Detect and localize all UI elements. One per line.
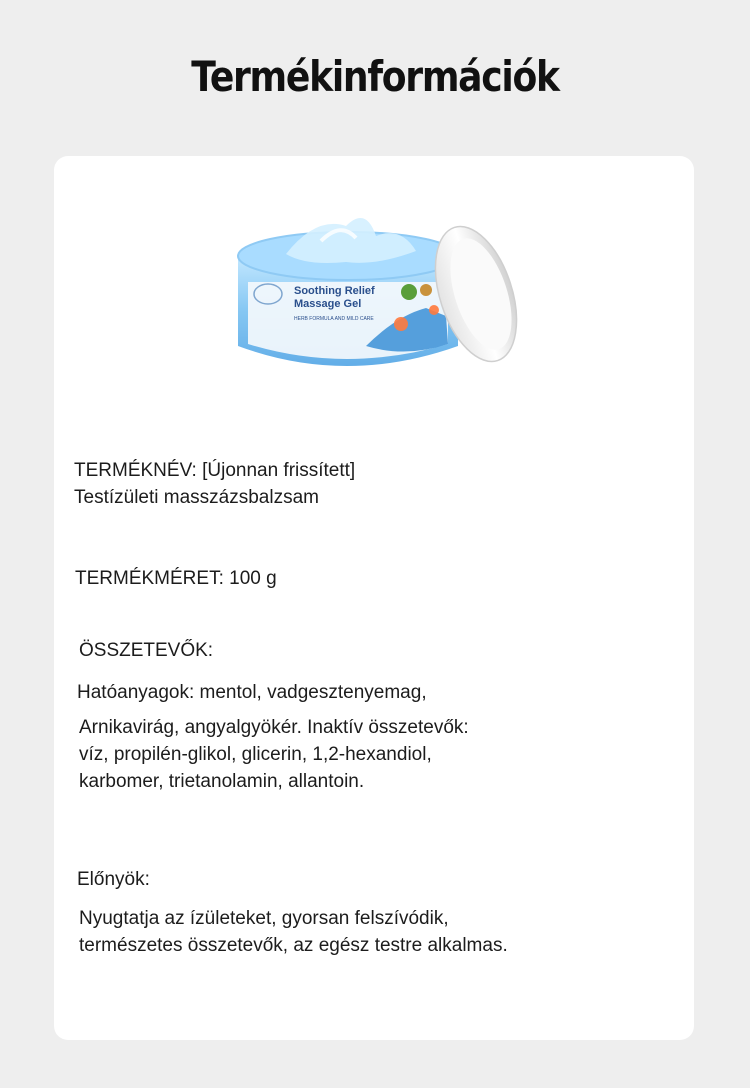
jar-label-line2: Massage Gel [294, 298, 362, 310]
product-size: TERMÉKMÉRET: 100 g [75, 568, 277, 589]
jar-label-line1: Soothing Relief [294, 285, 375, 297]
product-jar-image [226, 196, 526, 376]
benefits-heading: Előnyök: [77, 869, 150, 890]
page-title: Termékinformációk [191, 52, 559, 101]
benefits-line: természetes összetevők, az egész testre alkalmas. [79, 935, 508, 956]
product-info-card [54, 156, 694, 1040]
ingredients-line: Hatóanyagok: mentol, vadgesztenyemag, [77, 682, 427, 703]
gel-swirl [286, 218, 416, 263]
ingredients-line: Arnikavirág, angyalgyökér. Inaktív összetevők: [79, 717, 469, 738]
jar-sub-label: HERB FORMULA AND MILD CARE [294, 316, 374, 322]
herb-leaf-icon [401, 284, 417, 300]
product-name-line1: TERMÉKNÉV: [Újonnan frissített] [74, 460, 356, 481]
product-name-line2: Testízületi masszázsbalzsam [74, 487, 319, 508]
ingredients-heading: ÖSSZETEVŐK: [79, 640, 214, 661]
ingredients-line: karbomer, trietanolamin, allantoin. [79, 771, 365, 792]
ingredients-line: víz, propilén-glikol, glicerin, 1,2-hexandiol, [79, 744, 432, 765]
benefits-line: Nyugtatja az ízületeket, gyorsan felszívódik, [79, 908, 449, 929]
